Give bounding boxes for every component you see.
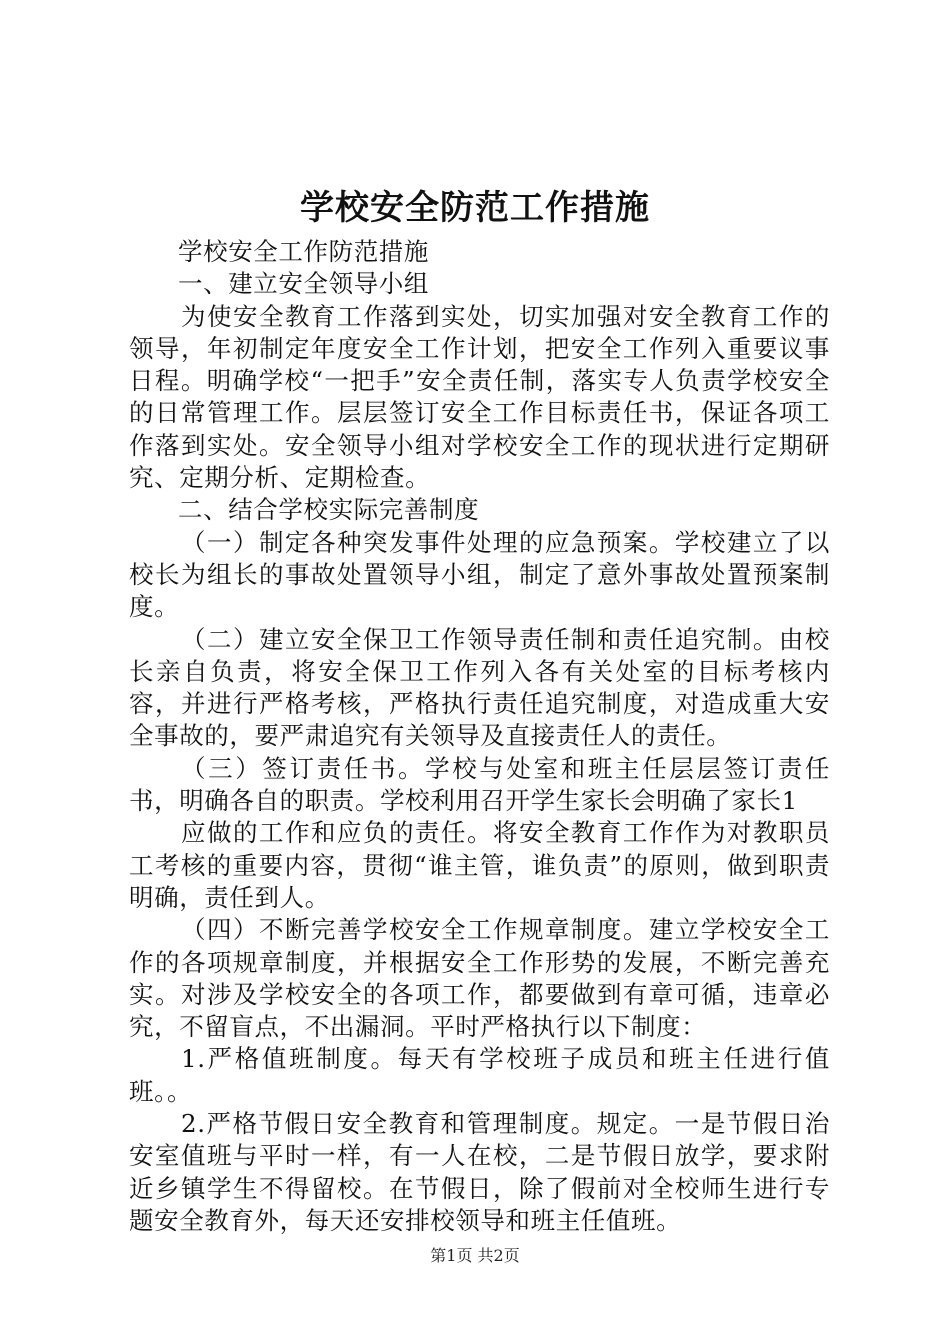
paragraph: 应做的工作和应负的责任。将安全教育工作作为对教职员工考核的重要内容，贯彻“谁主管，谁负责”的原则，做到职责明确，责任到人。 [129, 818, 830, 912]
page-footer: 第1页 共2页 [430, 1246, 520, 1265]
document-body [129, 236, 830, 1237]
paragraph: （一）制定各种突发事件处理的应急预案。学校建立了以校长为组长的事故处置领导小组，制定了意外事故处置预案制度。 [129, 527, 830, 622]
paragraph: （二）建立安全保卫工作领导责任制和责任追究制。由校长亲自负责，将安全保卫工作列入各有关处室的目标考核内容，并进行严格考核，严格执行责任追究制度，对造成重大安全事故的，要严肃追究有关领导及直接责任人的责任。 [129, 624, 830, 751]
paragraph: 为使安全教育工作落到实处，切实加强对安全教育工作的领导，年初制定年度安全工作计划，把安全工作列入重要议事日程。明确学校“一把手”安全责任制，落实专人负责学校安全的日常管理工作。层层签订安全工作目标责任书，保证各项工作落到实处。安全领导小组对学校安全工作的现状进行定期研究、定期分析、定期检查。 [129, 301, 830, 493]
paragraph: （三）签订责任书。学校与处室和班主任层层签订责任书，明确各自的职责。学校利用召开学生家长会明确了家长1 [129, 753, 830, 816]
section-heading-1: 一、建立安全领导小组 [178, 269, 429, 299]
paragraph-subtitle: 学校安全工作防范措施 [178, 237, 429, 266]
paragraph: （四）不断完善学校安全工作规章制度。建立学校安全工作的各项规章制度，并根据安全工作形势的发展，不断完善充实。对涉及学校安全的各项工作，都要做到有章可循，违章必究，不留盲点，不出漏洞。平时严格执行以下制度： [129, 915, 830, 1042]
section-heading-2: 二、结合学校实际完善制度 [178, 495, 480, 525]
document-title: 学校安全防范工作措施 [300, 188, 650, 228]
paragraph: 2.严格节假日安全教育和管理制度。规定。一是节假日治安室值班与平时一样，有一人在校，二是节假日放学，要求附近乡镇学生不得留校。在节假日，除了假前对全校师生进行专题安全教育外，每天还安排校领导和班主任值班。 [129, 1109, 830, 1235]
paragraph: 1.严格值班制度。每天有学校班子成员和班主任进行值班。。 [129, 1044, 830, 1106]
